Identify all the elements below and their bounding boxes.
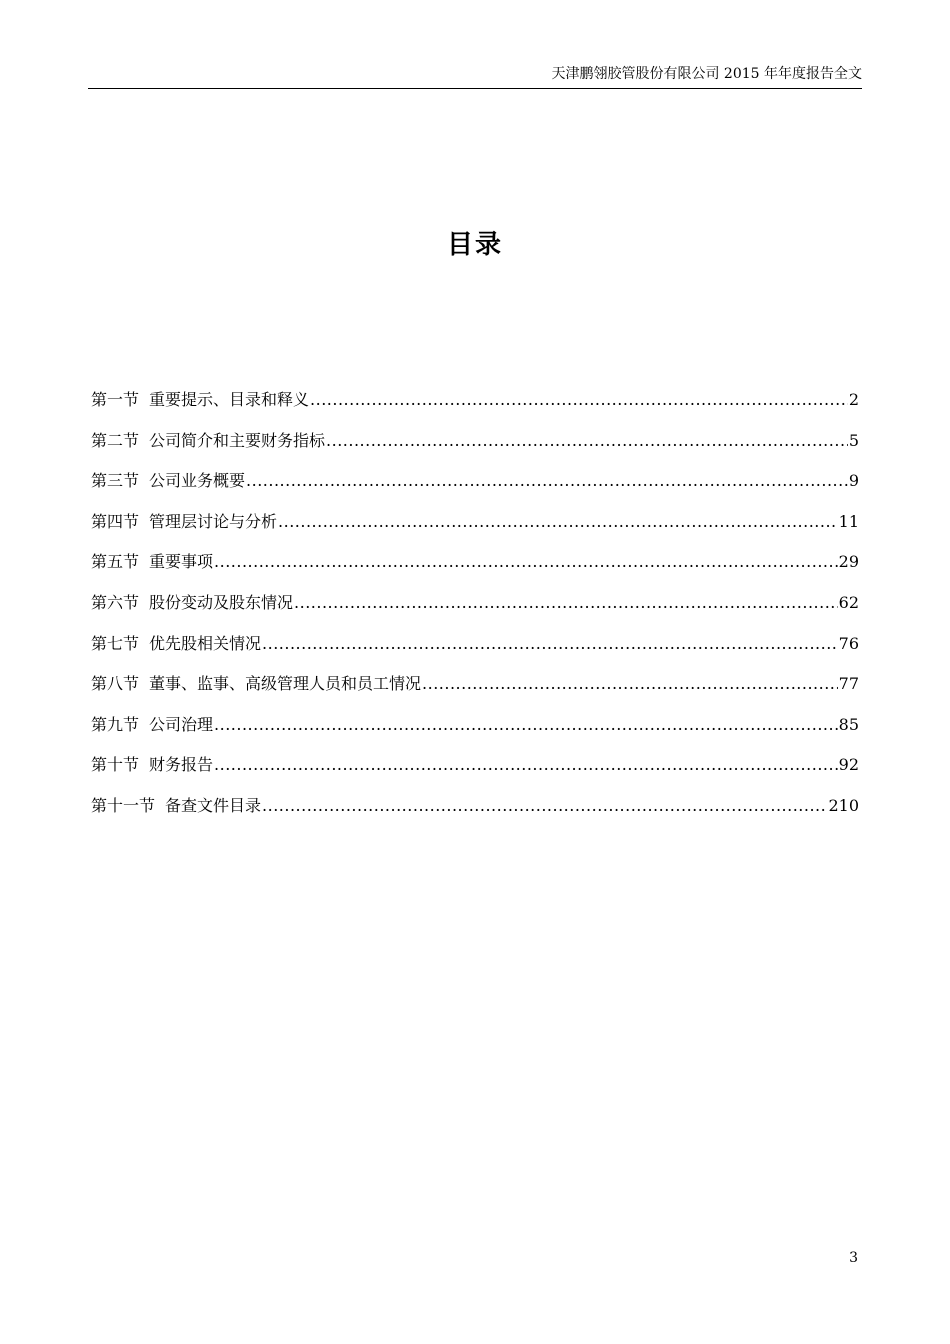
toc-entry[interactable] (91, 591, 859, 632)
toc-page-number: 92 (838, 755, 859, 775)
toc-title: 备查文件目录 (165, 795, 262, 815)
toc-section-number: 第十一节 (91, 795, 156, 815)
toc-entry[interactable] (91, 550, 859, 591)
toc-leader-dots (246, 469, 848, 493)
toc-section-number: 第八节 (91, 674, 140, 694)
toc-entry[interactable] (91, 429, 859, 470)
toc-section-number: 第五节 (91, 552, 140, 572)
toc-page-number: 2 (848, 390, 859, 409)
toc-section-number: 第一节 (91, 390, 140, 409)
toc-entry[interactable] (91, 794, 859, 835)
toc-title: 优先股相关情况 (149, 633, 262, 653)
toc-leader-dots (278, 510, 838, 534)
page-number: 3 (849, 1250, 858, 1266)
page-title: 目录 (446, 230, 503, 260)
toc-section-number: 第七节 (91, 633, 140, 653)
header-text: 天津鹏翎胶管股份有限公司 2015 年年度报告全文 (551, 66, 862, 82)
toc-page-number: 77 (838, 674, 859, 694)
toc-leader-dots (294, 591, 838, 615)
toc-title: 公司业务概要 (149, 471, 246, 491)
table-of-contents (91, 388, 859, 835)
toc-page-number: 5 (848, 430, 859, 450)
toc-section-number: 第四节 (91, 511, 140, 531)
toc-title: 董事、监事、高级管理人员和员工情况 (149, 674, 422, 694)
toc-title: 管理层讨论与分析 (149, 511, 278, 531)
toc-section-number: 第九节 (91, 714, 140, 734)
toc-leader-dots (214, 550, 838, 574)
toc-leader-dots (214, 713, 838, 737)
toc-title: 重要提示、目录和释义 (149, 390, 310, 409)
toc-page-number: 62 (838, 592, 859, 612)
toc-entry[interactable] (91, 469, 859, 510)
toc-page-number: 210 (828, 795, 859, 815)
toc-section-number: 第六节 (91, 592, 140, 612)
toc-leader-dots (310, 388, 848, 412)
toc-leader-dots (262, 794, 827, 818)
toc-leader-dots (262, 632, 838, 656)
toc-entry[interactable] (91, 713, 859, 754)
toc-page-number: 29 (838, 552, 859, 572)
toc-leader-dots (422, 672, 838, 696)
toc-title: 重要事项 (149, 552, 214, 572)
toc-entry[interactable] (91, 753, 859, 794)
toc-section-number: 第三节 (91, 471, 140, 491)
toc-section-number: 第二节 (91, 430, 140, 450)
toc-page-number: 9 (848, 471, 859, 491)
toc-title: 公司简介和主要财务指标 (149, 430, 326, 450)
page-header (88, 62, 862, 89)
toc-entry[interactable] (91, 672, 859, 713)
toc-entry[interactable] (91, 388, 859, 429)
toc-title: 公司治理 (149, 714, 214, 734)
toc-page-number: 11 (838, 511, 859, 531)
toc-entry[interactable] (91, 510, 859, 551)
toc-leader-dots (326, 429, 848, 453)
toc-section-number: 第十节 (91, 755, 140, 775)
toc-leader-dots (214, 753, 838, 777)
toc-title: 财务报告 (149, 755, 214, 775)
toc-entry[interactable] (91, 632, 859, 673)
toc-title: 股份变动及股东情况 (149, 592, 294, 612)
toc-page-number: 85 (838, 714, 859, 734)
toc-page-number: 76 (838, 633, 859, 653)
